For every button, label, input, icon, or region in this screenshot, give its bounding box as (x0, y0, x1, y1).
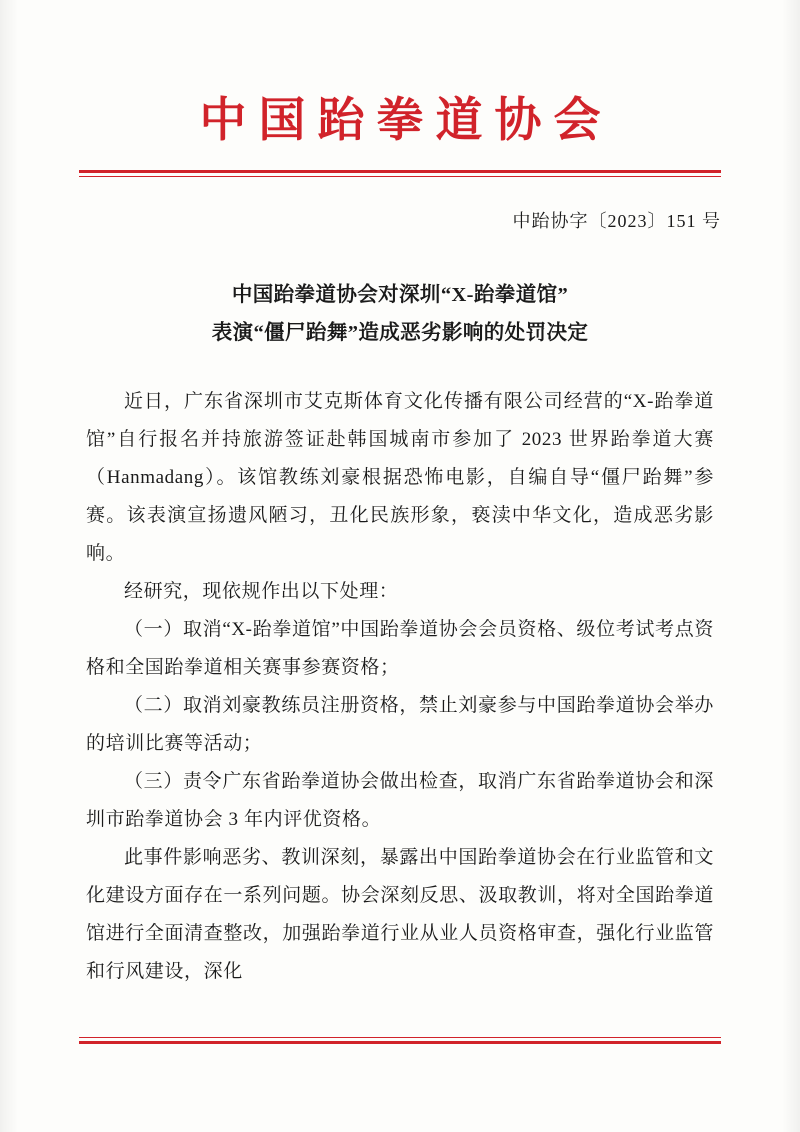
masthead-rule-thick (79, 170, 721, 173)
document-title-line-2: 表演“僵尸跆舞”造成恶劣影响的处罚决定 (211, 321, 589, 344)
body-paragraph-1: 近日，广东省深圳市艾克斯体育文化传播有限公司经营的“X-跆拳道馆”自行报名并持旅游签证赴韩国城南市参加了 2023 世界跆拳道大赛（Hanmadang）。该馆教练刘豪根据恐怖电影，自编自导“僵尸跆舞”参赛。该表演宣扬遗风陋习，丑化民族形象，亵渎中华文化，造成恶劣影响。 (86, 390, 714, 564)
footer-rule-thin (79, 1037, 721, 1038)
masthead-divider (79, 170, 721, 177)
body-paragraph-3: （一）取消“X-跆拳道馆”中国跆拳道协会会员资格、级位考试考点资格和全国跆拳道相关赛事参赛资格； (86, 618, 714, 678)
footer-rule-thick (79, 1041, 721, 1044)
body-paragraph-5: （三）责令广东省跆拳道协会做出检查，取消广东省跆拳道协会和深圳市跆拳道协会 3 年内评优资格。 (86, 770, 714, 830)
document-title (100, 277, 700, 353)
document-title-line-1: 中国跆拳道协会对深圳“X-跆拳道馆” (231, 283, 569, 306)
organization-title: 中国跆拳道协会 (199, 95, 613, 147)
document-body (86, 383, 714, 991)
document-masthead (0, 0, 800, 177)
masthead-rule-thin (79, 176, 721, 177)
body-paragraph-6: 此事件影响恶劣、教训深刻，暴露出中国跆拳道协会在行业监管和文化建设方面存在一系列问题。协会深刻反思、汲取教训，将对全国跆拳道馆进行全面清查整改，加强跆拳道行业从业人员资格审查，强化行业监管和行风建设，深化 (86, 846, 714, 982)
document-number: 中跆协字〔2023〕151 号 (512, 210, 721, 231)
page-edge-shadow-right (782, 0, 800, 1132)
body-paragraph-2: 经研究，现依规作出以下处理： (124, 580, 399, 602)
body-paragraph-4: （二）取消刘豪教练员注册资格，禁止刘豪参与中国跆拳道协会举办的培训比赛等活动； (86, 694, 714, 754)
page-edge-shadow-left (0, 0, 18, 1132)
footer-divider (79, 1037, 721, 1044)
